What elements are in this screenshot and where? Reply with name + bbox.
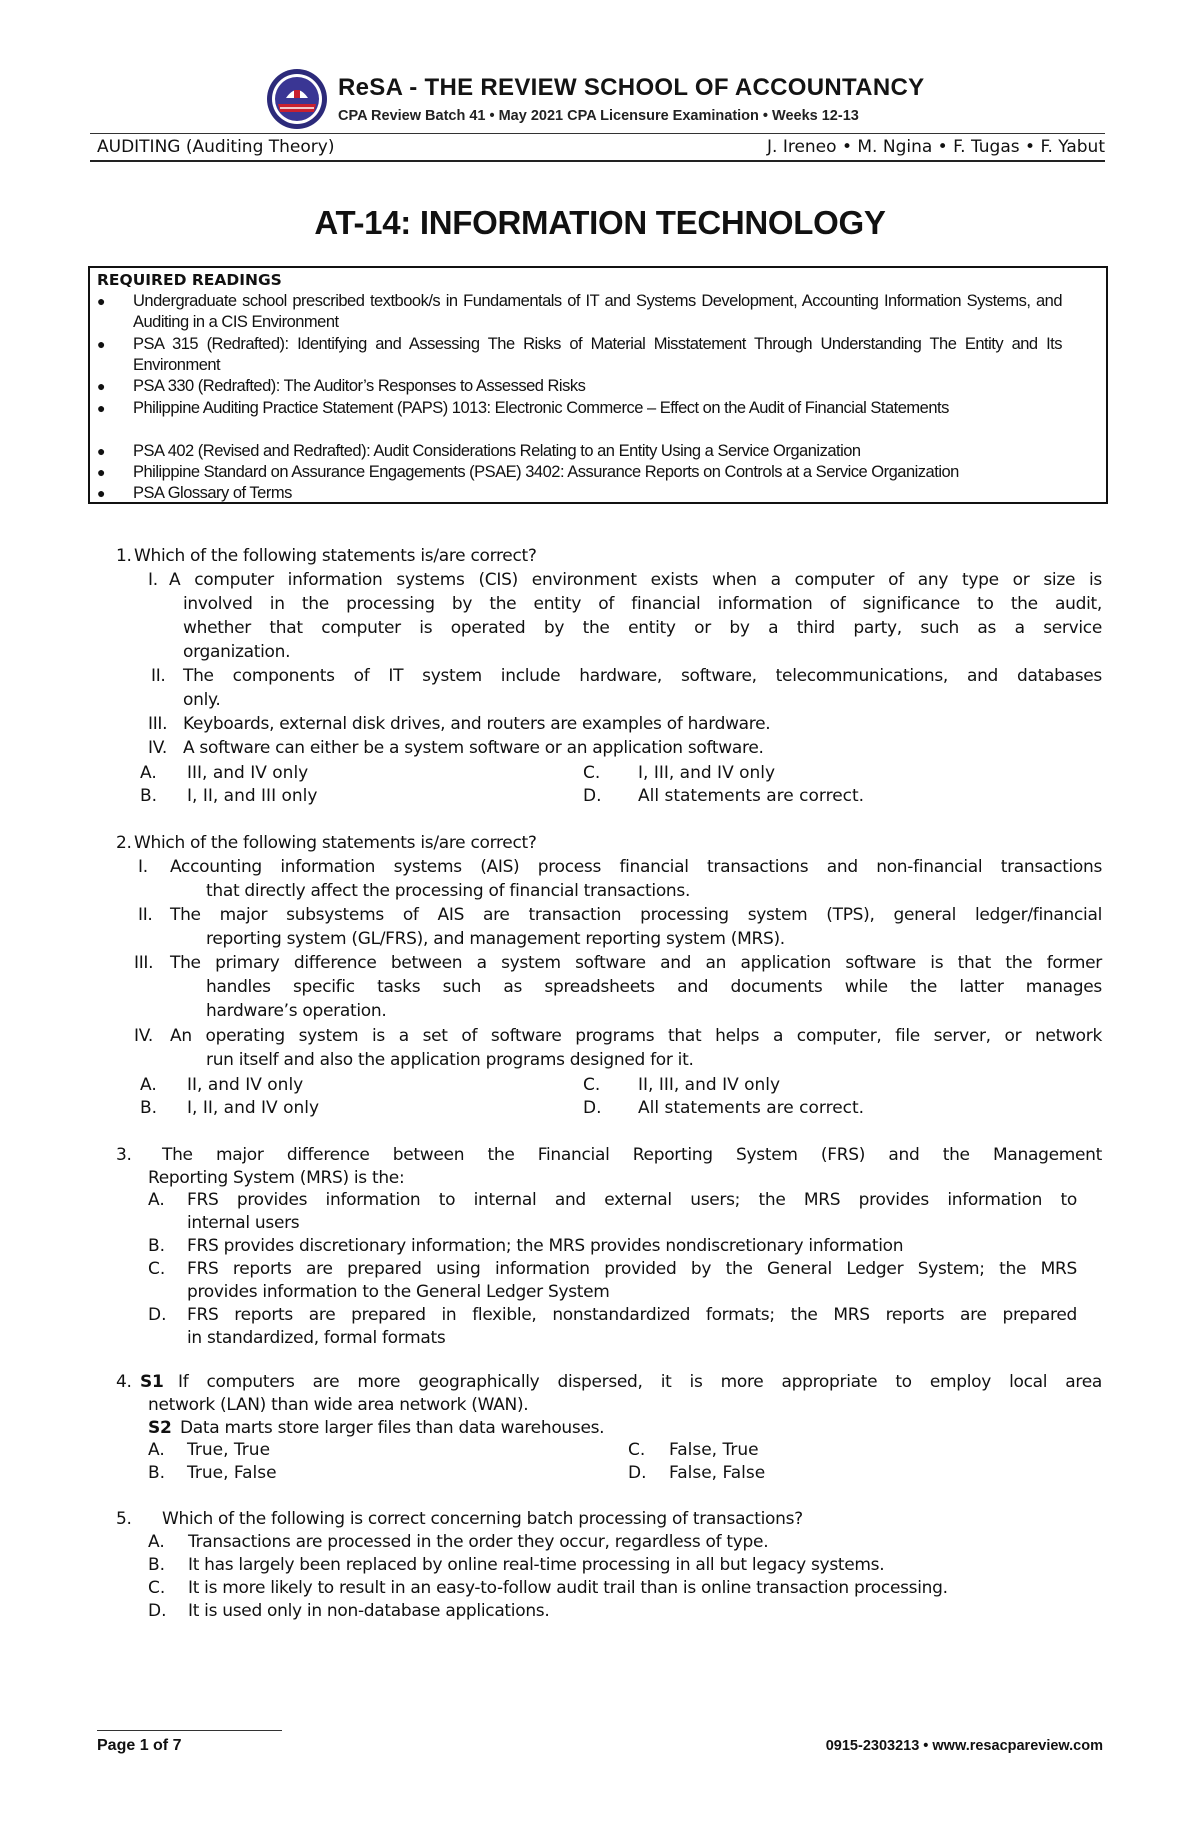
q2-option-d: All statements are correct. — [638, 1098, 865, 1118]
q5-option-c: It is more likely to result in an easy-to-follow audit trail than is online transaction processing. — [188, 1578, 948, 1598]
q4-s2-line: Data marts store larger files than data warehouses. — [180, 1418, 605, 1438]
q5-option-b: It has largely been replaced by online real-time processing in all but legacy systems. — [188, 1555, 885, 1575]
q2-number: 2. — [116, 833, 132, 853]
q4-s1-line: network (LAN) than wide area network (WAN). — [148, 1395, 529, 1415]
q5-option-c-letter: C. — [148, 1578, 166, 1598]
q1-s1-line: A computer information systems (CIS) environment exists when a computer of any type or size is — [169, 570, 1102, 590]
q3-stem-line: The major difference between the Financial Reporting System (FRS) and the Management — [162, 1145, 1102, 1165]
header-rule-top — [90, 133, 1105, 134]
q4-number: 4. — [116, 1372, 132, 1392]
q3-stem-line: Reporting System (MRS) is the: — [148, 1168, 405, 1188]
q1-s4-num: IV. — [148, 738, 167, 758]
q1-option-a: III, and IV only — [187, 763, 309, 783]
q1-number: 1. — [116, 546, 132, 566]
q2-option-a-letter: A. — [140, 1075, 157, 1095]
footer-rule — [97, 1730, 282, 1731]
q1-s2-num: II. — [151, 666, 166, 686]
q3-option-c: FRS reports are prepared using information provided by the General Ledger System; the MRS — [187, 1259, 1077, 1279]
q2-s1-line: Accounting information systems (AIS) process financial transactions and non-financial transactions — [170, 857, 1102, 877]
bullet-icon: ● — [97, 485, 105, 501]
contact-info: 0915-2303213 • www.resacpareview.com — [825, 1738, 1103, 1754]
q4-option-c: False, True — [669, 1440, 759, 1460]
q2-s4-num: IV. — [134, 1026, 153, 1046]
q3-option-b-letter: B. — [148, 1236, 166, 1256]
q1-option-b: I, II, and III only — [187, 786, 318, 806]
q1-s3-line: Keyboards, external disk drives, and routers are examples of hardware. — [183, 714, 771, 734]
q4-option-a: True, True — [187, 1440, 271, 1460]
reading-item: ● PSA Glossary of Terms — [97, 484, 292, 502]
q2-s2-num: II. — [138, 905, 153, 925]
authors-label: J. Ireneo • M. Ngina • F. Tugas • F. Yabut — [767, 137, 1105, 157]
q2-option-c: II, III, and IV only — [638, 1075, 781, 1095]
q3-option-a: FRS provides information to internal and external users; the MRS provides information to — [187, 1190, 1077, 1210]
q1-option-c: I, III, and IV only — [638, 763, 776, 783]
q4-option-c-letter: C. — [628, 1440, 646, 1460]
org-subtitle: CPA Review Batch 41 • May 2021 CPA Licensure Examination • Weeks 12-13 — [338, 108, 859, 124]
q2-s4-line: An operating system is a set of software programs that helps a computer, file server, or network — [170, 1026, 1102, 1046]
q4-option-a-letter: A. — [148, 1440, 165, 1460]
q3-number: 3. — [116, 1145, 132, 1165]
q2-option-d-letter: D. — [583, 1098, 602, 1118]
q1-option-b-letter: B. — [140, 786, 158, 806]
q5-option-a-letter: A. — [148, 1532, 165, 1552]
q4-option-d-letter: D. — [628, 1463, 647, 1483]
q4-option-d: False, False — [669, 1463, 766, 1483]
q1-option-c-letter: C. — [583, 763, 601, 783]
bullet-icon: ● — [97, 464, 105, 480]
page-number: Page 1 of 7 — [97, 1737, 182, 1754]
q1-s1-num: I. — [148, 570, 158, 590]
q4-s1-line: If computers are more geographically dispersed, it is more appropriate to employ local area — [178, 1372, 1102, 1392]
q1-s4-line: A software can either be a system software or an application software. — [183, 738, 764, 758]
reading-item: ● PSA 330 (Redrafted): The Auditor’s Responses to Assessed Risks — [97, 377, 586, 395]
q3-option-a-cont: internal users — [187, 1213, 300, 1233]
resa-seal-logo-icon — [266, 68, 328, 130]
subject-label: AUDITING (Auditing Theory) — [97, 137, 335, 157]
org-name: ReSA - THE REVIEW SCHOOL OF ACCOUNTANCY — [338, 74, 925, 101]
q2-s2-line: The major subsystems of AIS are transaction processing system (TPS), general ledger/financial — [170, 905, 1102, 925]
q1-s1-line: organization. — [183, 642, 291, 662]
q5-option-a: Transactions are processed in the order they occur, regardless of type. — [188, 1532, 769, 1552]
q4-option-b: True, False — [187, 1463, 277, 1483]
bullet-icon: ● — [97, 443, 105, 459]
q3-option-d: FRS reports are prepared in flexible, nonstandardized formats; the MRS reports are prepared — [187, 1305, 1077, 1325]
q1-option-d: All statements are correct. — [638, 786, 865, 806]
reading-item: ● PSA 402 (Revised and Redrafted): Audit Considerations Relating to an Entity Using a Service Organization — [97, 442, 861, 460]
q1-option-d-letter: D. — [583, 786, 602, 806]
reading-item: ● Philippine Standard on Assurance Engagements (PSAE) 3402: Assurance Reports on Controls at a Service Organization — [97, 463, 959, 481]
q4-s2-label: S2 — [148, 1418, 172, 1438]
reading-item: ● PSA 315 (Redrafted): Identifying and Assessing The Risks of Material Misstatement Through Understanding The Entity and Its Environment — [97, 335, 1062, 374]
q2-option-b-letter: B. — [140, 1098, 158, 1118]
q5-option-d-letter: D. — [148, 1601, 167, 1621]
q2-s2-line: reporting system (GL/FRS), and management reporting system (MRS). — [206, 929, 785, 949]
q2-option-a: II, and IV only — [187, 1075, 304, 1095]
q3-option-a-letter: A. — [148, 1190, 165, 1210]
q3-option-c-cont: provides information to the General Ledger System — [187, 1282, 610, 1302]
q2-s4-line: run itself and also the application programs designed for it. — [206, 1050, 694, 1070]
bullet-icon: ● — [97, 293, 105, 309]
q1-s1-line: involved in the processing by the entity of financial information of significance to the audit, — [183, 594, 1102, 614]
q3-option-d-letter: D. — [148, 1305, 167, 1325]
q2-s1-num: I. — [138, 857, 148, 877]
q1-option-a-letter: A. — [140, 763, 157, 783]
q2-s3-num: III. — [134, 953, 154, 973]
header-rule-bottom — [90, 160, 1105, 162]
q4-s1-label: S1 — [140, 1372, 164, 1392]
q1-s2-line: only. — [183, 690, 221, 710]
q1-s1-line: whether that computer is operated by the entity or by a third party, such as a service — [183, 618, 1102, 638]
q2-s1-line: that directly affect the processing of financial transactions. — [206, 881, 691, 901]
q5-stem: Which of the following is correct concerning batch processing of transactions? — [162, 1509, 803, 1529]
bullet-icon: ● — [97, 336, 105, 352]
page-title: AT-14: INFORMATION TECHNOLOGY — [314, 204, 886, 241]
q5-number: 5. — [116, 1509, 132, 1529]
q5-option-d: It is used only in non-database applications. — [188, 1601, 550, 1621]
q2-s3-line: hardware’s operation. — [206, 1001, 387, 1021]
readings-heading: REQUIRED READINGS — [97, 271, 282, 289]
bullet-icon: ● — [97, 378, 105, 394]
q2-option-c-letter: C. — [583, 1075, 601, 1095]
q3-option-b: FRS provides discretionary information; the MRS provides nondiscretionary information — [187, 1236, 904, 1256]
q1-stem: Which of the following statements is/are correct? — [134, 546, 537, 566]
q2-s3-line: handles specific tasks such as spreadsheets and documents while the latter manages — [206, 977, 1102, 997]
reading-item: ● Philippine Auditing Practice Statement (PAPS) 1013: Electronic Commerce – Effect on the Audit of Financial Statements — [97, 399, 949, 417]
q1-s2-line: The components of IT system include hardware, software, telecommunications, and databases — [183, 666, 1102, 686]
q3-option-c-letter: C. — [148, 1259, 166, 1279]
q2-stem: Which of the following statements is/are correct? — [134, 833, 537, 853]
reading-item: ● Undergraduate school prescribed textbook/s in Fundamentals of IT and Systems Development, Accounting Information Systems, and Auditing in a CIS Environment — [97, 292, 1062, 331]
q2-option-b: I, II, and IV only — [187, 1098, 320, 1118]
q2-s3-line: The primary difference between a system software and an application software is that the former — [170, 953, 1102, 973]
bullet-icon: ● — [97, 400, 105, 416]
q5-option-b-letter: B. — [148, 1555, 166, 1575]
q1-s3-num: III. — [148, 714, 168, 734]
q4-option-b-letter: B. — [148, 1463, 166, 1483]
q3-option-d-cont: in standardized, formal formats — [187, 1328, 446, 1348]
